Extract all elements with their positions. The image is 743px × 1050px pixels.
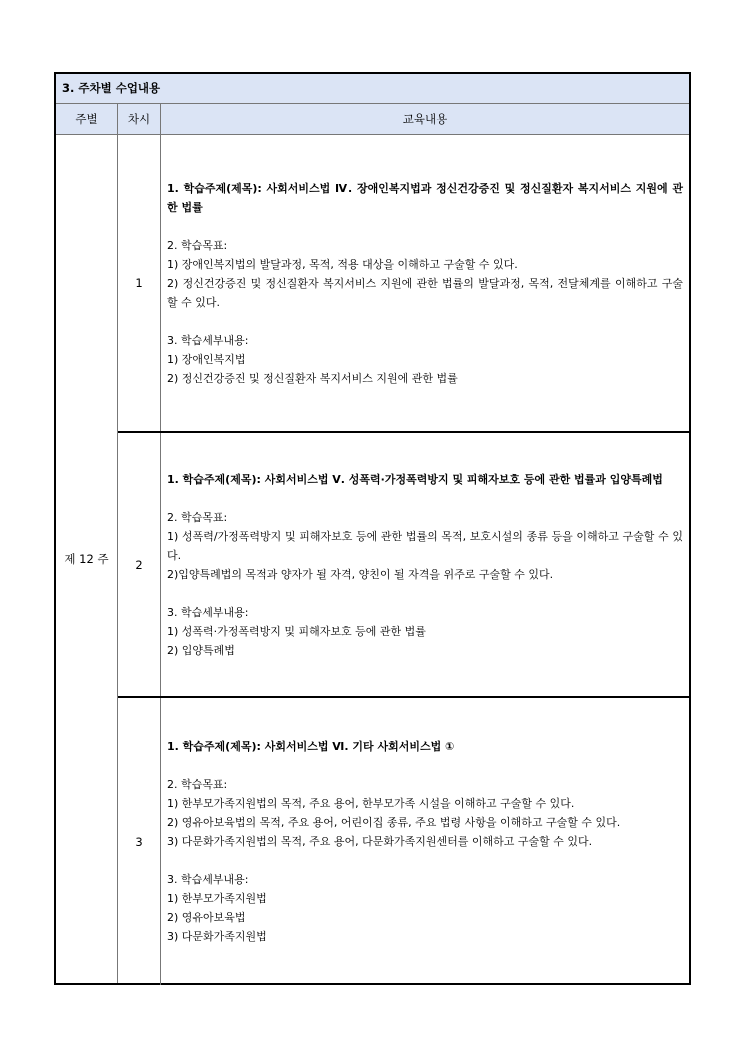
session-content (167, 433, 683, 696)
objectives-label: 2. 학습목표: (167, 778, 228, 791)
objective-item: 2) 정신건강증진 및 정신질환자 복지서비스 지원에 관한 법률의 발달과정, 목적, 전달체계를 이해하고 구술할 수 있다. (167, 276, 683, 309)
session-content (167, 135, 683, 431)
session-row (118, 135, 689, 431)
session-topic: 1. 학습주제(제목): 사회서비스법 Ⅵ. 기타 사회서비스법 ① (167, 740, 455, 753)
detail-item: 1) 한부모가족지원법 (167, 892, 267, 905)
objective-item: 3) 다문화가족지원법의 목적, 주요 용어, 다문화가족지원센터를 이해하고 구술할 수 있다. (167, 835, 593, 848)
details-label: 3. 학습세부내용: (167, 873, 249, 886)
section-title: 3. 주차별 수업내용 (56, 74, 689, 104)
week-label: 제 12 주 (56, 135, 118, 983)
session-topic: 1. 학습주제(제목): 사회서비스법 Ⅴ. 성폭력·가정폭력방지 및 피해자보호 등에 관한 법률과 입양특례법 (167, 472, 663, 486)
detail-item: 2) 영유아보육법 (167, 911, 246, 924)
objective-item: 1) 장애인복지법의 발달과정, 목적, 적용 대상을 이해하고 구술할 수 있다. (167, 257, 518, 271)
session-content (167, 698, 683, 985)
detail-item: 1) 성폭력·가정폭력방지 및 피해자보호 등에 관한 법률 (167, 624, 426, 638)
objective-item: 2)입양특례법의 목적과 양자가 될 자격, 양친이 될 자격을 위주로 구술할 수 있다. (167, 567, 554, 581)
details-label: 3. 학습세부내용: (167, 605, 249, 619)
session-row (118, 696, 689, 985)
details-label: 3. 학습세부내용: (167, 333, 249, 347)
session-row (118, 431, 689, 696)
session-number: 2 (118, 433, 161, 696)
session-number: 1 (118, 135, 161, 431)
objective-item: 2) 영유아보육법의 목적, 주요 용어, 어린이집 종류, 주요 법령 사항을 이해하고 구술할 수 있다. (167, 816, 621, 829)
weekly-content-table (54, 72, 691, 985)
content-column-header: 교육내용 (161, 104, 689, 135)
session-topic: 1. 학습주제(제목): 사회서비스법 Ⅳ. 장애인복지법과 정신건강증진 및 정신질환자 복지서비스 지원에 관한 법률 (167, 181, 683, 214)
detail-item: 2) 정신건강증진 및 정신질환자 복지서비스 지원에 관한 법률 (167, 371, 458, 385)
objectives-label: 2. 학습목표: (167, 238, 228, 252)
session-column-header: 차시 (118, 104, 161, 135)
week-column-header: 주별 (56, 104, 118, 135)
detail-item: 3) 다문화가족지원법 (167, 930, 267, 943)
objectives-label: 2. 학습목표: (167, 510, 228, 524)
objective-item: 1) 한부모가족지원법의 목적, 주요 용어, 한부모가족 시설을 이해하고 구술할 수 있다. (167, 797, 575, 810)
detail-item: 1) 장애인복지법 (167, 352, 246, 366)
session-number: 3 (118, 698, 161, 985)
objective-item: 1) 성폭력/가정폭력방지 및 피해자보호 등에 관한 법률의 목적, 보호시설의 종류 등을 이해하고 구술할 수 있다. (167, 529, 683, 562)
detail-item: 2) 입양특례법 (167, 643, 235, 657)
